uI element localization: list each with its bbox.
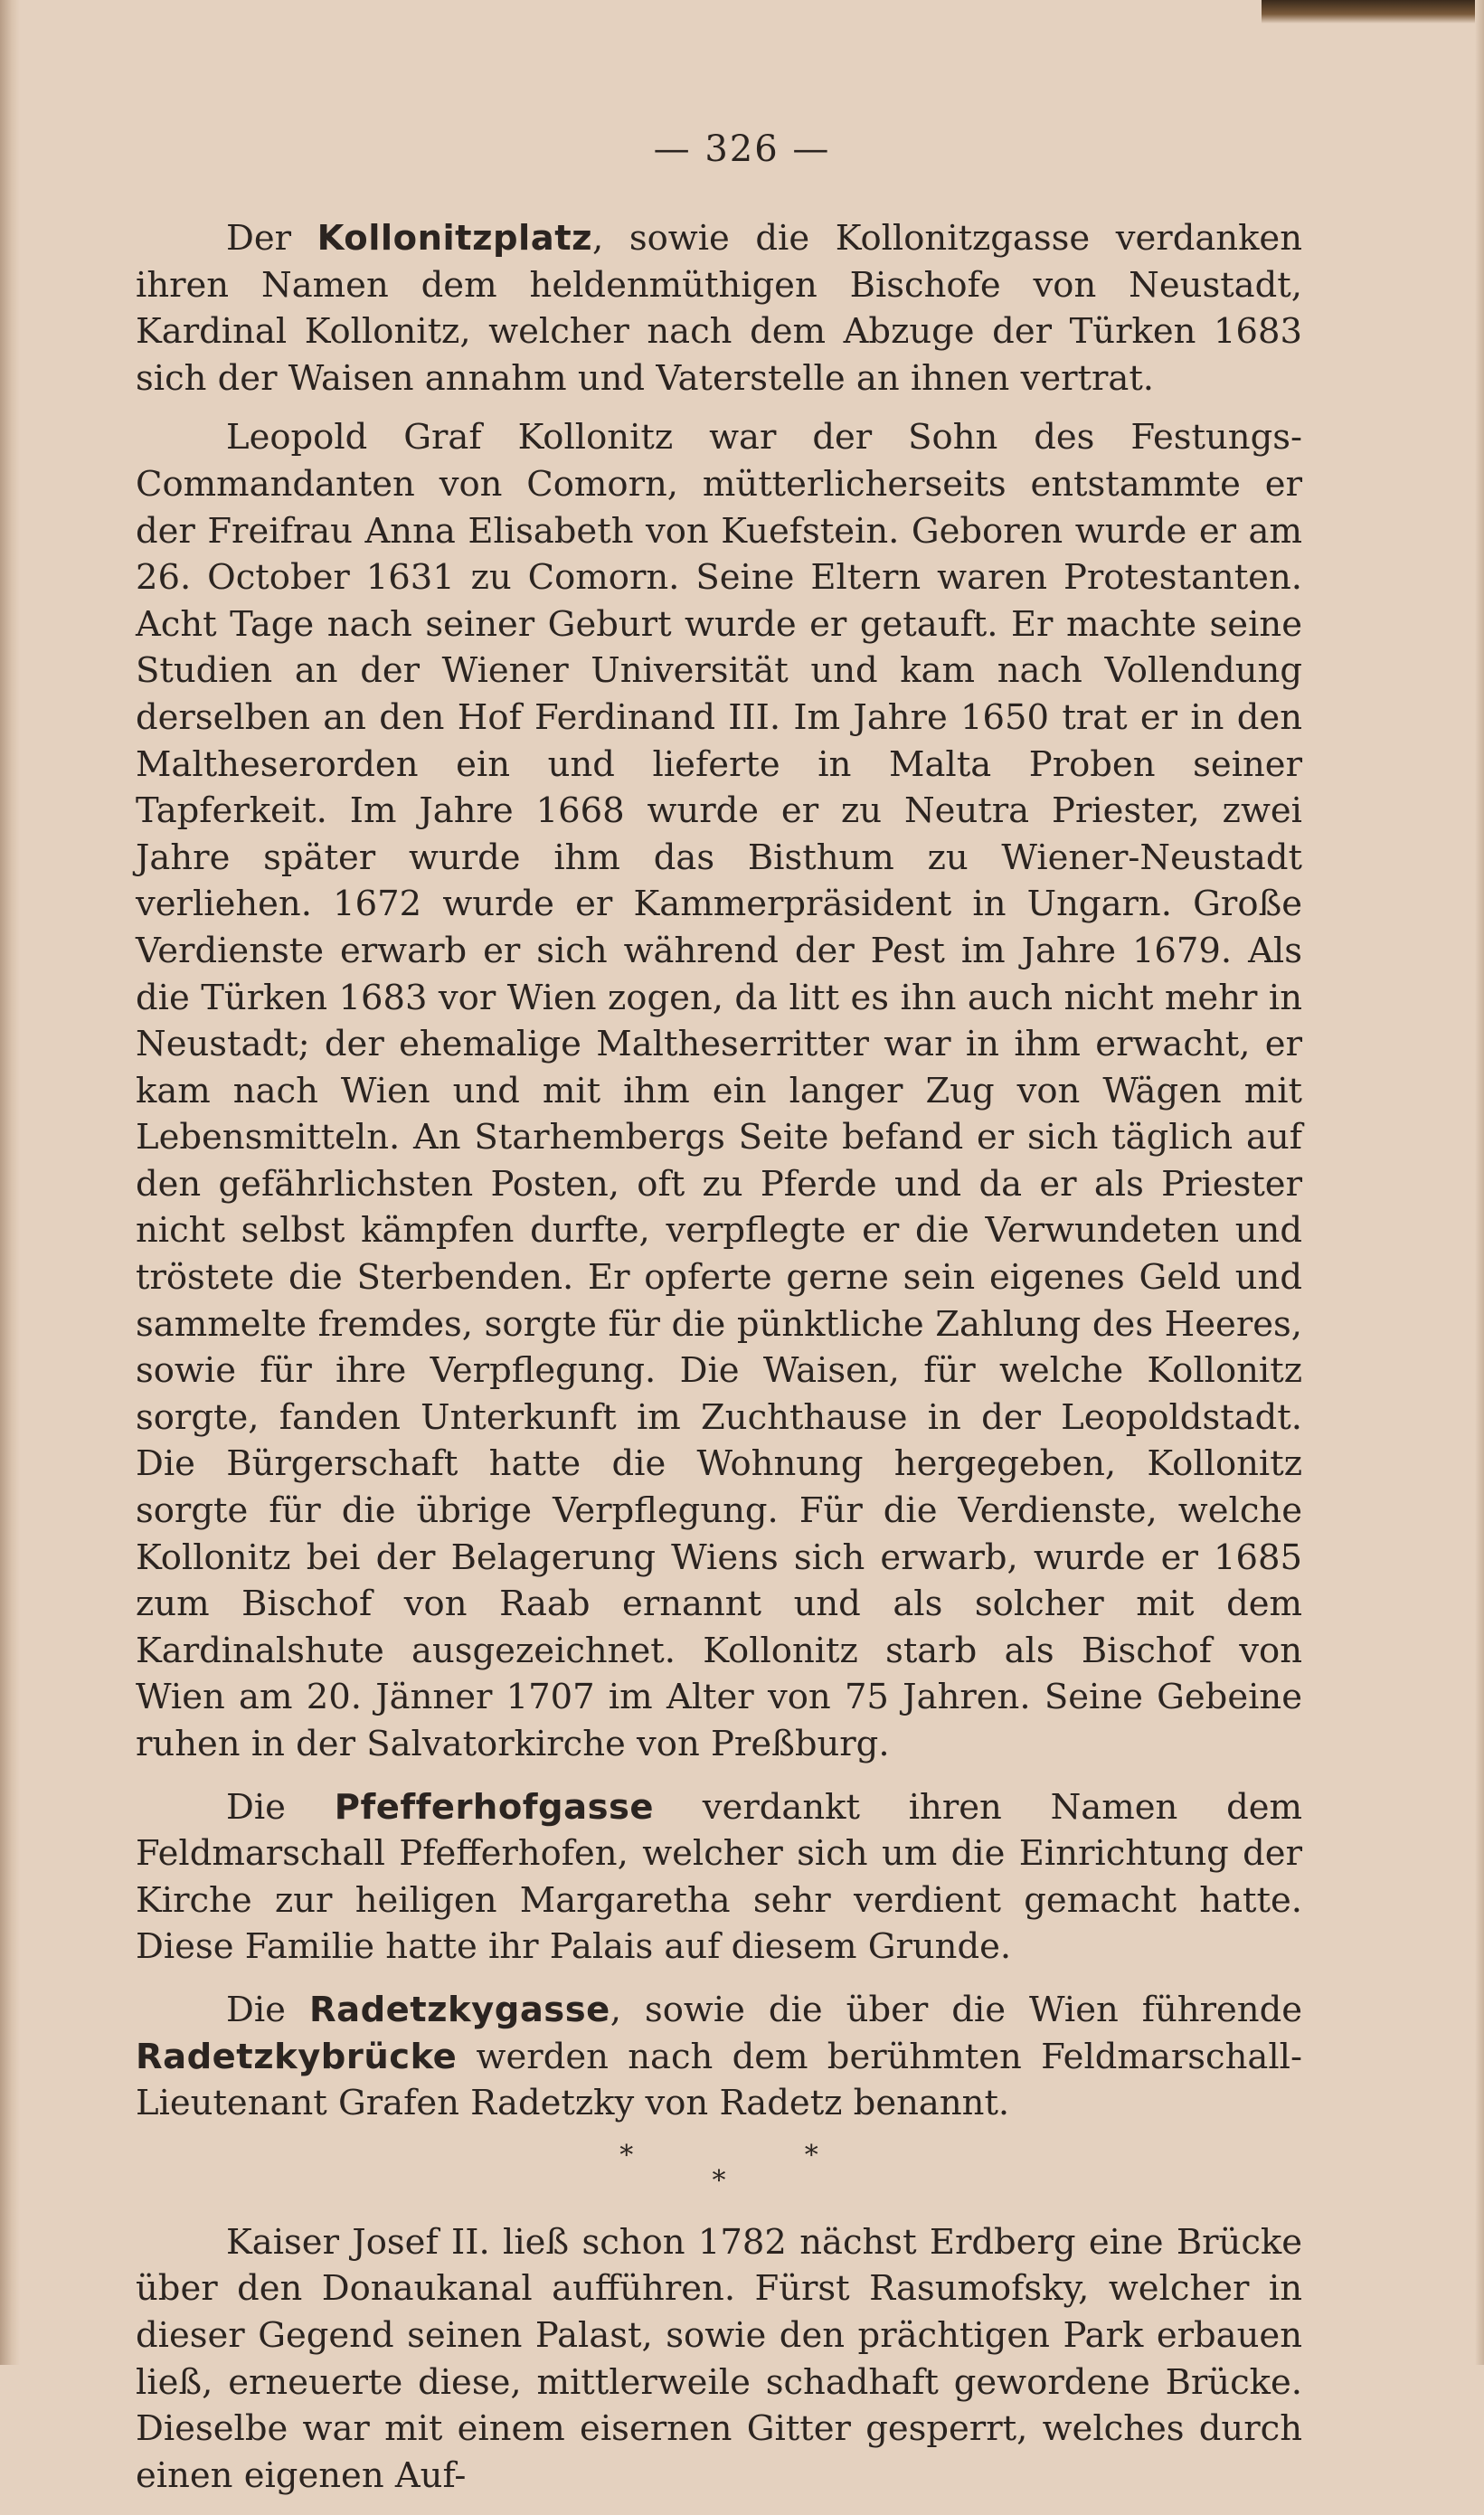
paragraph-biography: Leopold Graf Kollonitz war der Sohn des Festungs-Commandanten von Comorn, mütterlicherseits entstammte er der Freifrau Anna Elisabeth von Kuefstein. Geboren wurde er am 26. October 1631 zu Comorn. Seine Eltern waren Protestanten. Acht Tage nach seiner Geburt wurde er getauft. Er machte seine Studien an der Wiener Universität und kam nach Vollendung derselben an den Hof Ferdinand III. Im Jahre 1650 trat er in den Maltheserorden ein und lieferte in Malta Proben seiner Tapferkeit. Im Jahre 1668 wurde er zu Neutra Priester, zwei Jahre später wurde ihm das Bisthum zu Wiener-Neustadt verliehen. 1672 wurde er Kammerpräsident in Ungarn. Große Verdienste erwarb er sich während der Pest im Jahre 1679. Als die Türken 1683 vor Wien zogen, da litt es ihn auch nicht mehr in Neustadt; der ehemalige Maltheserritter war in ihm erwacht, er kam nach Wien und mit ihm ein langer Zug von Wägen mit Lebensmitteln. An Starhembergs Seite befand er sich täglich auf den gefährlichsten Posten, oft zu Pferde und da er als Priester nicht selbst kämpfen durfte, verpflegte er die Verwundeten und tröstete die Sterbenden. Er opferte gerne sein eigenes Geld und sammelte fremdes, sorgte für die pünktliche Zahlung des Heeres, sowie für ihre Verpflegung. Die Waisen, für welche Kollonitz sorgte, fanden Unterkunft im Zuchthause in der Leopoldstadt. Die Bürgerschaft hatte die Wohnung hergegeben, Kollonitz sorgte für die übrige Verpflegung. Für die Verdienste, welche Kollonitz bei der Belagerung Wiens sich erwarb, wurde er 1685 zum Bischof von Raab ernannt und als solcher mit dem Kardinalshute ausgezeichnet. Kollonitz starb als Bischof von Wien am 20. Jänner 1707 im Alter von 75 Jahren. Seine Gebeine ruhen in der Salvatorkirche von Preßburg. xyxy=(136,417,1302,1764)
p4-text: werden nach dem berühmten Feldmarschall-Lieutenant Grafen Radetzky von Radetz benannt. xyxy=(136,2036,1302,2124)
page-edge-top xyxy=(1262,0,1484,24)
text-body xyxy=(136,215,1302,2515)
paragraph-pfefferhofgasse xyxy=(136,1784,1302,1971)
asterism-top: * * xyxy=(619,2139,900,2171)
p4-bridge-name: Radetzkybrücke xyxy=(136,2036,458,2077)
page-edge-left xyxy=(0,0,20,2365)
p4-street-name: Radetzkygasse xyxy=(308,1989,610,2030)
p3-lead: Die xyxy=(226,1786,335,1828)
asterism-bottom: * xyxy=(712,2164,726,2197)
p4-mid: , sowie die über die Wien führende xyxy=(610,1989,1303,2030)
p3-street-name: Pfefferhofgasse xyxy=(334,1786,655,1828)
paragraph-erdberg-bridge: Kaiser Josef II. ließ schon 1782 nächst Erdberg eine Brücke über den Donaukanal aufführen. Fürst Rasumofsky, welcher in dieser Gegend seinen Palast, sowie den prächtigen Park erbauen ließ, erneuerte diese, mittlerweile schadhaft gewordene Brücke. Dieselbe war mit einem eisernen Gitter gesperrt, welches durch einen eigenen Auf- xyxy=(136,2221,1302,2496)
p1-lead: Der xyxy=(226,218,317,259)
p1-text: , sowie die Kollonitzgasse verdanken ihren Namen dem heldenmüthigen Bischofe von Neustadt, Kardinal Kollonitz, welcher nach dem Abzuge der Türken 1683 sich der Waisen annahm und Vaterstelle an ihnen vertrat. xyxy=(136,218,1302,399)
paragraph-radetzkygasse xyxy=(136,1987,1302,2127)
paragraph-kollonitzplatz xyxy=(136,215,1302,402)
p3-text: verdankt ihren Namen dem Feldmarschall Pfefferhofen, welcher sich um die Einrichtung der Kirche zur heiligen Margaretha sehr verdient gemacht hatte. Diese Familie hatte ihr Palais auf diesem Grunde. xyxy=(136,1786,1303,1968)
section-separator xyxy=(136,2139,1302,2197)
page-edge-right xyxy=(1475,0,1484,2365)
p4-lead: Die xyxy=(226,1989,309,2030)
page-number: — 326 — xyxy=(653,128,831,170)
p1-street-name: Kollonitzplatz xyxy=(317,218,593,259)
